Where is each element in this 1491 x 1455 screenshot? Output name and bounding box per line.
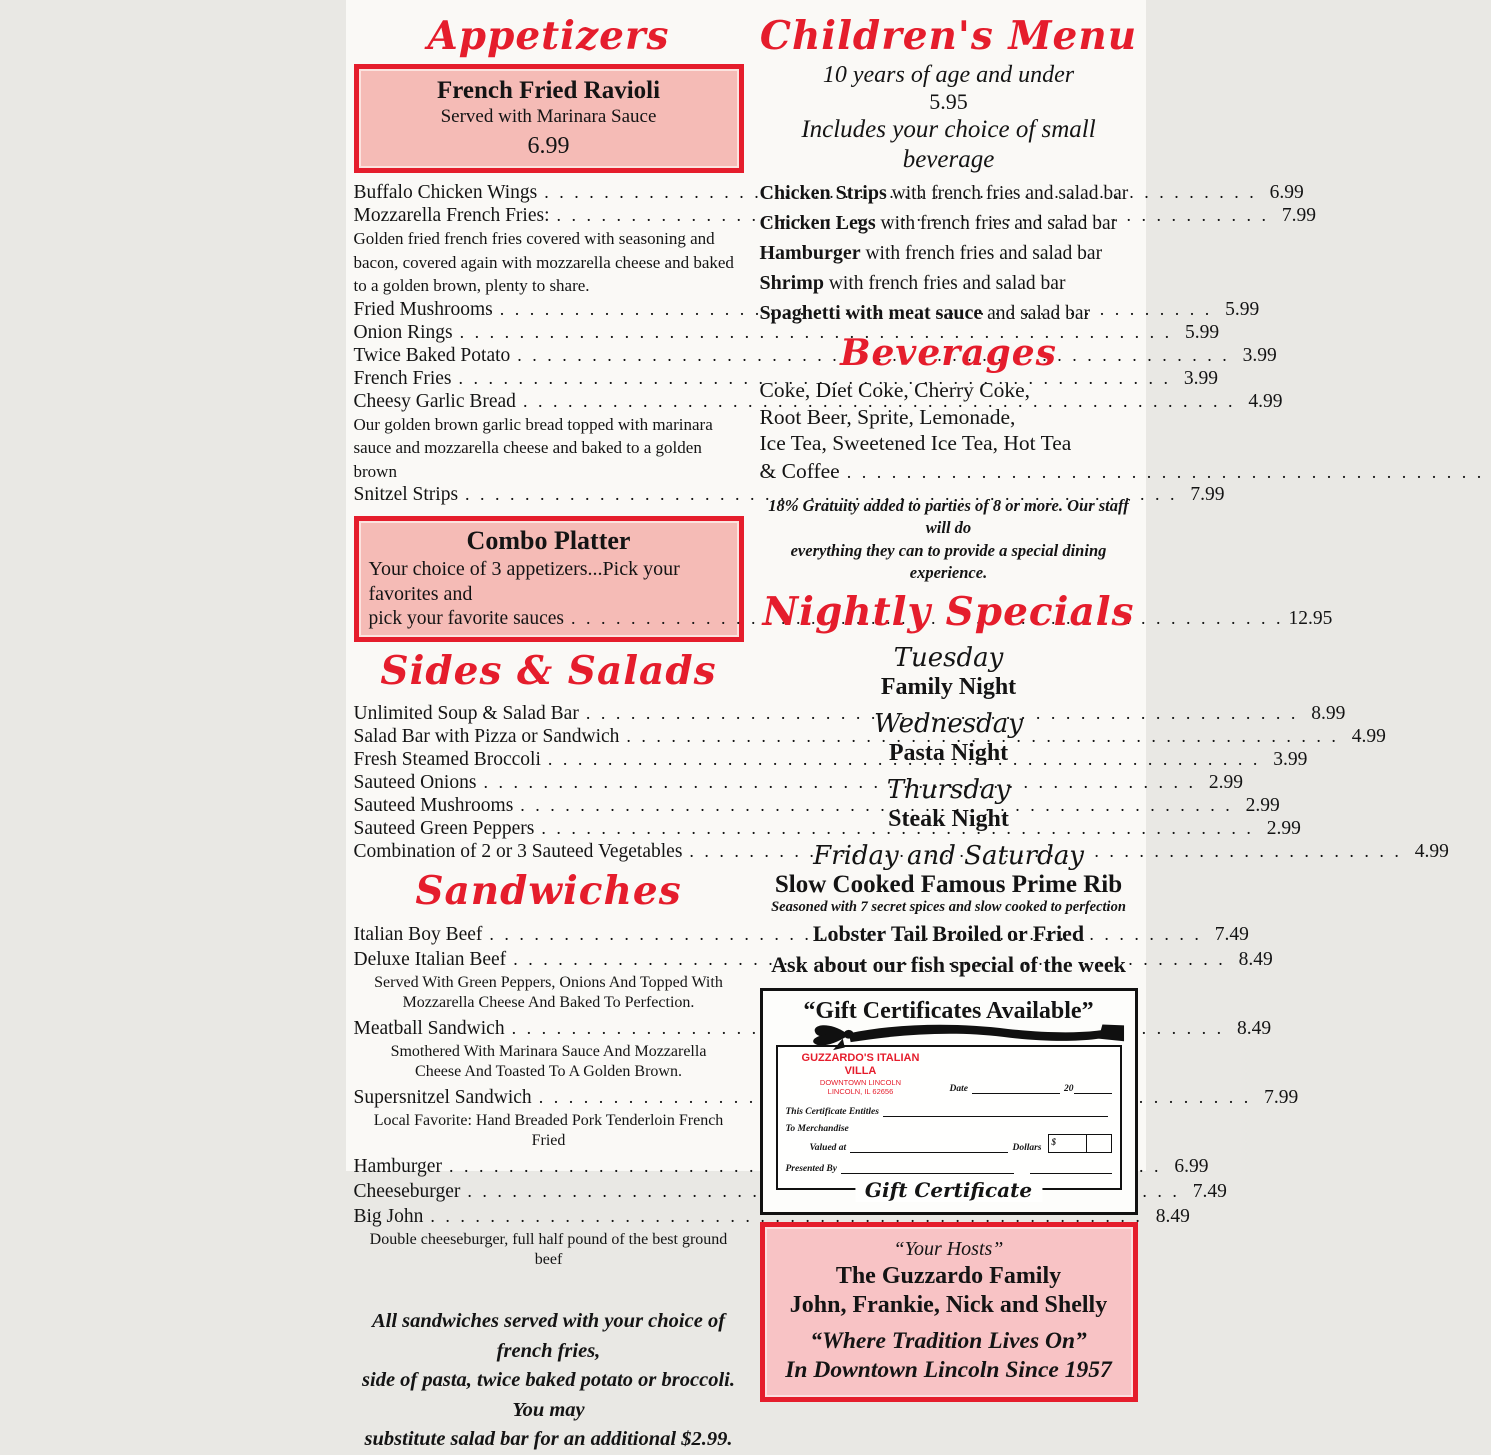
your-hosts-label: “Your Hosts” <box>893 1237 1004 1260</box>
gift-certificate <box>776 1045 1122 1202</box>
entitles-label: This Certificate Entitles <box>785 1106 879 1117</box>
gratuity-note <box>760 495 1138 585</box>
nightly-special-line: Lobster Tail Broiled or Fried <box>812 920 1085 946</box>
item-name: Twice Baked Potato <box>353 344 511 366</box>
coffee-price-row <box>760 457 1138 486</box>
item-price: 7.49 <box>1214 924 1249 945</box>
nightly-special-line: Ask about our fish special of the week <box>771 951 1126 977</box>
featured-item-name: French Fried Ravioli <box>436 77 661 104</box>
year-blank-line <box>1074 1082 1112 1094</box>
footnote-line: substitute salad bar for an additional $2.99. <box>364 1428 733 1450</box>
hosts-since: In Downtown Lincoln Since 1957 <box>785 1356 1112 1383</box>
item-detail: with french fries and salad bar <box>860 243 1103 264</box>
item-detail: with french fries and salad bar <box>886 183 1129 204</box>
item-name: Buffalo Chicken Wings <box>353 182 538 203</box>
childrens-item <box>760 212 1138 235</box>
childrens-item <box>760 182 1138 205</box>
item-name: Chicken Strips <box>759 182 887 204</box>
dollars-label: Dollars <box>1012 1142 1042 1153</box>
item-description: Our golden brown garlic bread topped with marinara sauce and mozzarella cheese and baked to a golden brown <box>353 414 713 481</box>
item-price: 7.49 <box>1192 1181 1227 1202</box>
item-price: 6.99 <box>1174 1156 1209 1177</box>
item-price: 7.99 <box>1190 484 1225 505</box>
date-blank-line <box>972 1082 1060 1094</box>
year-prefix: 20 <box>1064 1083 1074 1094</box>
nightly-specials-list <box>760 643 1138 978</box>
childrens-price: 5.95 <box>929 89 968 114</box>
combo-price: 12.95 <box>1288 608 1333 629</box>
item-detail: and salad bar <box>982 303 1091 324</box>
item-description: Golden fried french fries covered with seasoning and bacon, covered again with mozzarella cheese and baked to a golden brown, plenty to share. <box>353 229 734 295</box>
combo-title: Combo Platter <box>466 526 631 555</box>
presented-blank-line <box>841 1162 1014 1174</box>
right-column <box>760 0 1138 1402</box>
item-price: 7.99 <box>1264 1087 1299 1108</box>
sandwiches-title: Sandwiches <box>415 868 682 914</box>
presented-by-label: Presented By <box>785 1163 837 1174</box>
date-label: Date <box>949 1083 968 1094</box>
sandwich-footnote <box>354 1307 744 1455</box>
item-name: Cheeseburger <box>353 1181 461 1202</box>
hosts-motto: “Where Tradition Lives On” <box>810 1327 1087 1354</box>
item-name: Cheesy Garlic Bread <box>353 390 516 412</box>
gift-certificate-box <box>760 988 1138 1215</box>
nightly-special-line: Friday and Saturday <box>813 840 1084 871</box>
item-name: Deluxe Italian Beef <box>353 949 507 970</box>
item-name: Onion Rings <box>353 321 453 343</box>
item-name: Sauteed Onions <box>353 772 477 793</box>
item-name: Big John <box>353 1206 424 1227</box>
valued-blank-line <box>850 1141 1008 1153</box>
footnote-line: side of pasta, twice baked potato or broccoli. You may <box>362 1369 735 1421</box>
hosts-family-name: The Guzzardo Family <box>835 1262 1062 1289</box>
gratuity-line: everything they can to provide a special dining experience. <box>790 540 1107 582</box>
childrens-items <box>760 182 1138 325</box>
menu-item <box>353 794 1280 817</box>
item-name: Mozzarella French Fries: <box>353 205 550 226</box>
dollar-amount-box <box>1048 1134 1112 1153</box>
item-price: 5.99 <box>1225 298 1260 320</box>
item-description: Served With Green Peppers, Onions And Topped With Mozzarella Cheese And Baked To Perfection. <box>374 974 723 1011</box>
item-price: 2.99 <box>1245 795 1280 816</box>
childrens-item <box>760 302 1138 325</box>
item-name: Spaghetti with meat sauce <box>759 302 983 324</box>
item-name: Combination of 2 or 3 Sauteed Vegetables <box>353 841 683 862</box>
beverage-line: Ice Tea, Sweetened Ice Tea, Hot Tea <box>759 431 1072 455</box>
item-name: Fried Mushrooms <box>353 298 493 320</box>
item-name: Italian Boy Beef <box>353 924 483 945</box>
item-name: Supersnitzel Sandwich <box>353 1087 532 1108</box>
nightly-special-line: Steak Night <box>888 805 1009 832</box>
dollar-sign: $ <box>1049 1135 1087 1152</box>
business-address2: LINCOLN, IL 62656 <box>827 1086 894 1096</box>
beverage-line: Coke, Diet Coke, Cherry Coke, <box>759 378 1030 402</box>
hosts-box <box>760 1222 1138 1402</box>
item-price: 6.99 <box>1269 182 1304 203</box>
item-name: Salad Bar with Pizza or Sandwich <box>353 726 620 747</box>
item-name: Fresh Steamed Broccoli <box>353 749 541 770</box>
menu-item <box>353 321 1220 344</box>
item-price: 8.49 <box>1155 1206 1190 1227</box>
gift-heading: “Gift Certificates Available” <box>803 997 1094 1024</box>
item-name: Hamburger <box>759 242 861 264</box>
signature-blank-line <box>1030 1162 1112 1174</box>
childrens-age-note: 10 years of age and under <box>822 62 1075 88</box>
certificate-business-block <box>786 1052 936 1096</box>
item-name: Chicken Legs <box>759 212 876 234</box>
menu-page <box>346 0 1449 1450</box>
business-name: GUZZARDO'S ITALIAN VILLA <box>801 1051 920 1077</box>
childrens-menu-title: Children's Menu <box>759 13 1138 59</box>
combo-line2-row <box>368 607 1333 630</box>
entitles-blank-line <box>883 1105 1108 1117</box>
item-price: 4.99 <box>1414 841 1449 862</box>
nightly-specials-title: Nightly Specials <box>762 588 1135 635</box>
menu-item <box>353 725 1386 748</box>
item-name: & Coffee <box>759 458 840 483</box>
item-description: Smothered With Marinara Sauce And Mozzarella Cheese And Toasted To A Golden Brown. <box>390 1043 707 1080</box>
item-name: Sauteed Mushrooms <box>353 795 514 816</box>
childrens-item <box>760 272 1138 295</box>
dot-leader <box>847 458 1491 486</box>
nightly-special-line: Seasoned with 7 secret spices and slow cooked to perfection <box>771 898 1126 915</box>
business-address1: DOWNTOWN LINCOLN <box>819 1077 902 1087</box>
item-name: Shrimp <box>759 272 824 294</box>
cents-cell <box>1087 1135 1111 1152</box>
item-price: 7.99 <box>1281 205 1317 226</box>
featured-item-price: 6.99 <box>527 133 570 159</box>
valued-label: Valued at <box>809 1142 847 1153</box>
entitles-row <box>786 1105 1112 1117</box>
nightly-special-line: Thursday <box>886 774 1011 805</box>
item-price: 3.99 <box>1242 344 1277 366</box>
beverages-list <box>760 377 1138 457</box>
sides-salads-title: Sides & Salads <box>380 648 717 694</box>
item-description: Double cheeseburger, full half pound of the best ground beef <box>369 1231 728 1268</box>
item-name: Sauteed Green Peppers <box>353 818 535 839</box>
item-name: Snitzel Strips <box>353 484 459 505</box>
ribbon-bow-icon <box>772 1021 1126 1051</box>
gift-certificate-label: Gift Certificate <box>855 1178 1042 1202</box>
item-name: Unlimited Soup & Salad Bar <box>353 703 579 724</box>
item-price: 2.99 <box>1208 772 1243 793</box>
item-name: French Fries <box>353 367 452 389</box>
beverages-title: Beverages <box>840 332 1057 374</box>
menu-item <box>353 483 1225 506</box>
nightly-special-line: Wednesday <box>874 708 1023 739</box>
merchandise-row <box>786 1124 1112 1153</box>
item-detail: with french fries and salad bar <box>823 273 1066 294</box>
item-price: 8.49 <box>1238 949 1273 970</box>
item-price: 3.99 <box>1273 749 1308 770</box>
presented-by-row <box>786 1162 1112 1174</box>
appetizers-title: Appetizers <box>427 13 670 59</box>
footnote-line: All sandwiches served with your choice of french fries, <box>371 1310 726 1362</box>
nightly-special-line: Family Night <box>880 673 1017 700</box>
gratuity-line: 18% Gratuity added to parties of 8 or more. Our staff will do <box>768 495 1129 537</box>
childrens-beverage-note: Includes your choice of small beverage <box>801 116 1096 173</box>
item-price: 5.99 <box>1185 321 1220 343</box>
featured-item-subtitle: Served with Marinara Sauce <box>440 106 657 127</box>
item-price: 2.99 <box>1266 818 1301 839</box>
merchandise-label: To Merchandise <box>785 1123 849 1134</box>
item-price: 8.99 <box>1311 703 1346 724</box>
item-price: 4.99 <box>1351 726 1386 747</box>
item-price: 4.99 <box>1248 390 1283 412</box>
combo-line2: pick your favorite sauces <box>368 608 564 629</box>
nightly-special-line: Pasta Night <box>888 739 1009 766</box>
item-name: Hamburger <box>353 1156 442 1177</box>
beverage-line: Root Beer, Sprite, Lemonade, <box>759 404 1016 429</box>
nightly-special-line: Tuesday <box>893 642 1004 673</box>
item-detail: with french fries and salad bar <box>875 213 1118 234</box>
combo-line1: Your choice of 3 appetizers...Pick your favorites and <box>368 558 680 605</box>
childrens-item <box>760 242 1138 265</box>
item-name: Meatball Sandwich <box>353 1018 505 1039</box>
nightly-special-line: Slow Cooked Famous Prime Rib <box>774 870 1123 898</box>
item-description: Local Favorite: Hand Breaded Pork Tenderloin French Fried <box>373 1112 724 1149</box>
item-price: 3.99 <box>1183 367 1219 389</box>
hosts-first-names: John, Frankie, Nick and Shelly <box>789 1291 1108 1318</box>
item-price: 8.49 <box>1236 1018 1272 1039</box>
french-fried-ravioli-box <box>354 64 744 173</box>
date-row <box>935 1052 1111 1096</box>
